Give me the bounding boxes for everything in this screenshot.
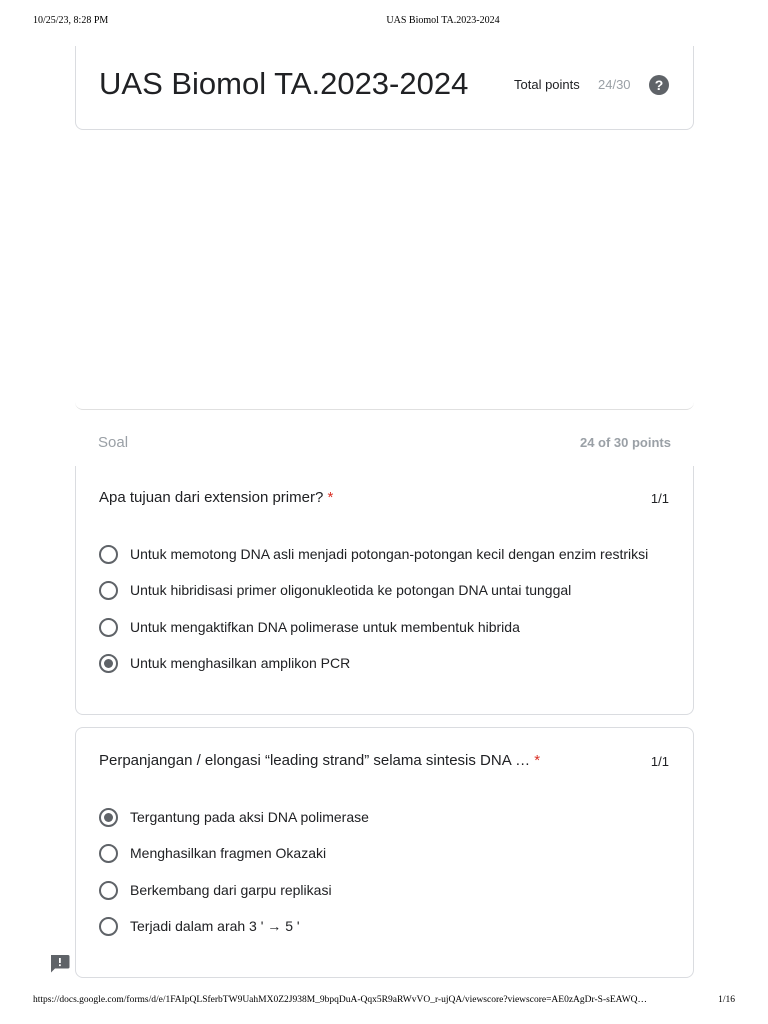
radio-button-selected[interactable]: [99, 654, 118, 673]
radio-button[interactable]: [99, 917, 118, 936]
question-text-label: Perpanjangan / elongasi “leading strand” selama sintesis DNA …: [99, 752, 531, 769]
required-mark: *: [327, 489, 334, 506]
question-card-2: [75, 727, 694, 978]
option-3[interactable]: [99, 879, 332, 901]
question-score: 1/1: [650, 491, 669, 506]
form-title-card: [75, 46, 694, 130]
option-1[interactable]: [99, 543, 648, 565]
form-title: UAS Biomol TA.2023-2024: [99, 66, 469, 101]
radio-button-selected[interactable]: [99, 808, 118, 827]
section-points: 24 of 30 points: [579, 435, 671, 450]
section-title: Soal: [98, 434, 129, 451]
section-header: [75, 411, 694, 466]
radio-button[interactable]: [99, 545, 118, 564]
option-label: Terjadi dalam arah 3 ' → 5 ': [130, 918, 300, 934]
total-points-label: Total points: [514, 77, 580, 92]
option-label: Berkembang dari garpu replikasi: [130, 882, 332, 898]
help-icon[interactable]: ?: [649, 75, 669, 95]
option-label: Untuk memotong DNA asli menjadi potongan-potongan kecil dengan enzim restriksi: [130, 546, 649, 562]
radio-button[interactable]: [99, 581, 118, 600]
radio-button[interactable]: [99, 881, 118, 900]
blank-content-area: [75, 130, 694, 410]
option-2[interactable]: [99, 579, 571, 601]
question-text-label: Apa tujuan dari extension primer?: [99, 489, 324, 506]
question-card-1: [75, 466, 694, 715]
option-1[interactable]: [99, 806, 369, 828]
page-number: 1/16: [718, 995, 735, 1005]
option-4[interactable]: [99, 915, 300, 937]
question-text: [99, 489, 333, 506]
option-label: Untuk hibridisasi primer oligonukleotida ke potongan DNA untai tunggal: [130, 582, 572, 598]
option-4[interactable]: [99, 652, 350, 674]
page-url: https://docs.google.com/forms/d/e/1FAIpQLSferbTW9UahMX0Z2J938M_9bpqDuA-Qqx5R9aRWvVO_r-ujQA/viewscore?viewscore=AE0zAgDr-S-sEAWQ…: [33, 995, 648, 1005]
option-3[interactable]: [99, 616, 520, 638]
question-score: 1/1: [650, 754, 669, 769]
option-label: Untuk menghasilkan amplikon PCR: [130, 655, 351, 671]
total-points-value: 24/30: [598, 77, 631, 92]
radio-button[interactable]: [99, 844, 118, 863]
question-text: [99, 752, 540, 769]
radio-button[interactable]: [99, 618, 118, 637]
required-mark: *: [534, 752, 541, 769]
option-label: Menghasilkan fragmen Okazaki: [130, 845, 327, 861]
print-header: [0, 15, 768, 29]
option-label: Tergantung pada aksi DNA polimerase: [130, 809, 369, 825]
print-datetime: 10/25/23, 8:28 PM: [33, 15, 109, 26]
print-title: UAS Biomol TA.2023-2024: [386, 15, 500, 26]
print-footer: [0, 995, 768, 1009]
feedback-icon[interactable]: [49, 954, 70, 973]
option-label: Untuk mengaktifkan DNA polimerase untuk membentuk hibrida: [130, 619, 520, 635]
option-2[interactable]: [99, 842, 326, 864]
